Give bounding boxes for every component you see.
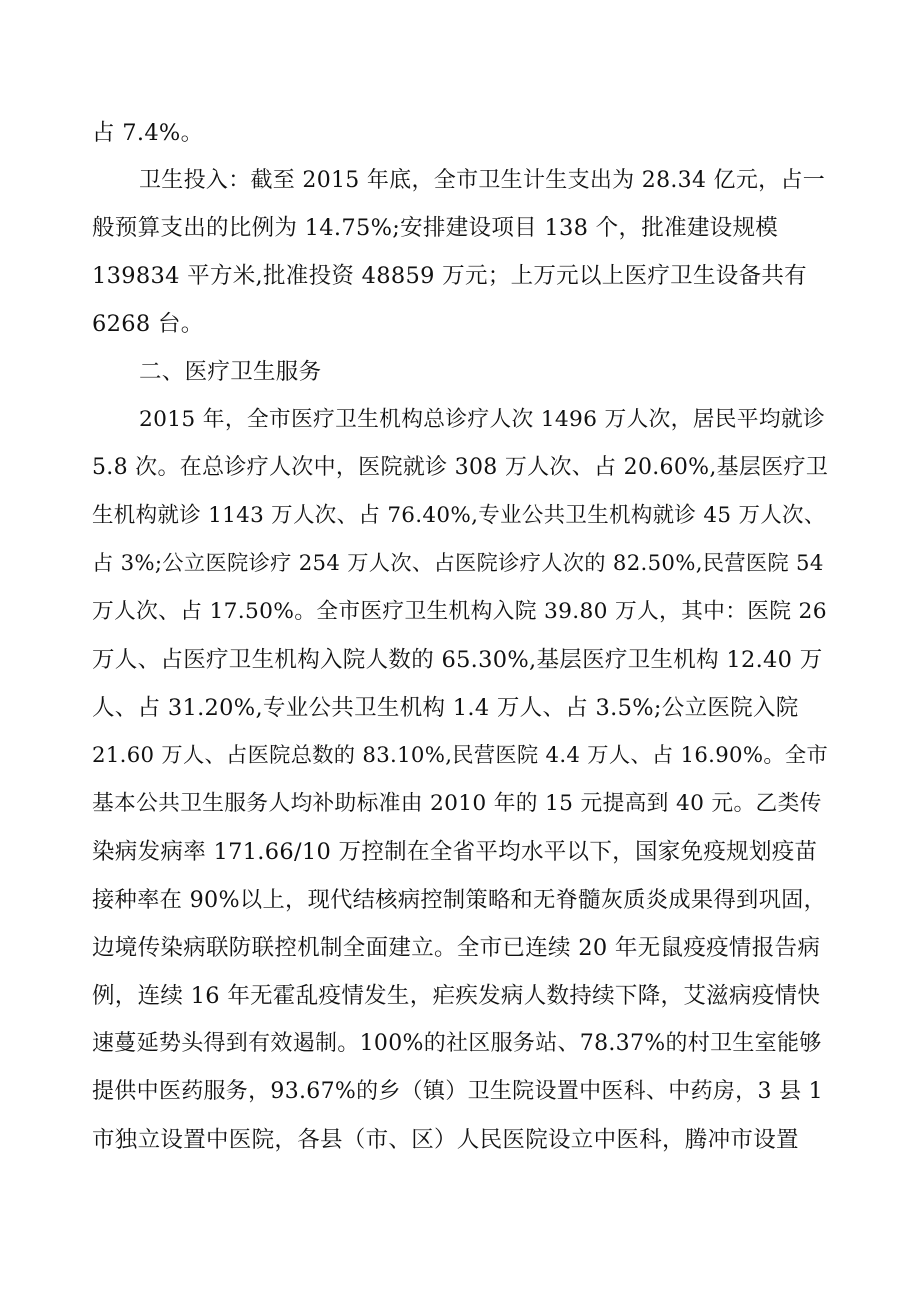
text-line: 边境传染病联防联控机制全面建立。全市已连续 20 年无鼠疫疫情报告病 xyxy=(92,935,821,961)
paragraph-start-health-investment: 卫生投入：截至 2015 年底，全市卫生计生支出为 28.34 亿元，占一 xyxy=(139,168,826,193)
section-heading: 二、医疗卫生服务 xyxy=(139,359,322,385)
text-line: 生机构就诊 1143 万人次、占 76.40%,专业公共卫生机构就诊 45 万人次、 xyxy=(92,503,826,528)
paragraph-start-medical-services: 2015 年，全市医疗卫生机构总诊疗人次 1496 万人次，居民平均就诊 xyxy=(139,407,825,432)
text-line: 接种率在 90%以上，现代结核病控制策略和无脊髓灰质炎成果得到巩固， xyxy=(92,887,827,913)
text-line: 提供中医药服务，93.67%的乡（镇）卫生院设置中医科、中药房，3 县 1 xyxy=(92,1079,823,1104)
text-line: 6268 台。 xyxy=(92,311,204,337)
text-line: 万人次、占 17.50%。全市医疗卫生机构入院 39.80 万人，其中：医院 26 xyxy=(92,599,827,624)
text-line: 般预算支出的比例为 14.75%;安排建设项目 138 个，批准建设规模 xyxy=(92,215,779,241)
text-line: 染病发病率 171.66/10 万控制在全省平均水平以下，国家免疫规划疫苗 xyxy=(92,839,818,865)
text-line: 例，连续 16 年无霍乱疫情发生，疟疾发病人数持续下降，艾滋病疫情快 xyxy=(92,983,821,1009)
text-line: 21.60 万人、占医院总数的 83.10%,民营医院 4.4 万人、占 16.90%。全市 xyxy=(92,743,829,768)
text-line: 占 3%;公立医院诊疗 254 万人次、占医院诊疗人次的 82.50%,民营医院 54 xyxy=(92,551,824,576)
text-line: 基本公共卫生服务人均补助标准由 2010 年的 15 元提高到 40 元。乙类传 xyxy=(92,791,822,816)
text-line: 万人、占医疗卫生机构入院人数的 65.30%,基层医疗卫生机构 12.40 万 xyxy=(92,647,823,673)
text-line: 139834 平方米,批准投资 48859 万元；上万元以上医疗卫生设备共有 xyxy=(92,263,807,289)
text-line: 市独立设置中医院，各县（市、区）人民医院设立中医科，腾冲市设置 xyxy=(92,1127,799,1153)
text-line: 速蔓延势头得到有效遏制。100%的社区服务站、78.37%的村卫生室能够 xyxy=(92,1031,822,1056)
text-line: 人、占 31.20%,专业公共卫生机构 1.4 万人、占 3.5%;公立医院入院 xyxy=(92,695,799,721)
text-line: 占 7.4%。 xyxy=(92,120,204,146)
text-line: 5.8 次。在总诊疗人次中，医院就诊 308 万人次、占 20.60%,基层医疗卫 xyxy=(92,455,829,480)
